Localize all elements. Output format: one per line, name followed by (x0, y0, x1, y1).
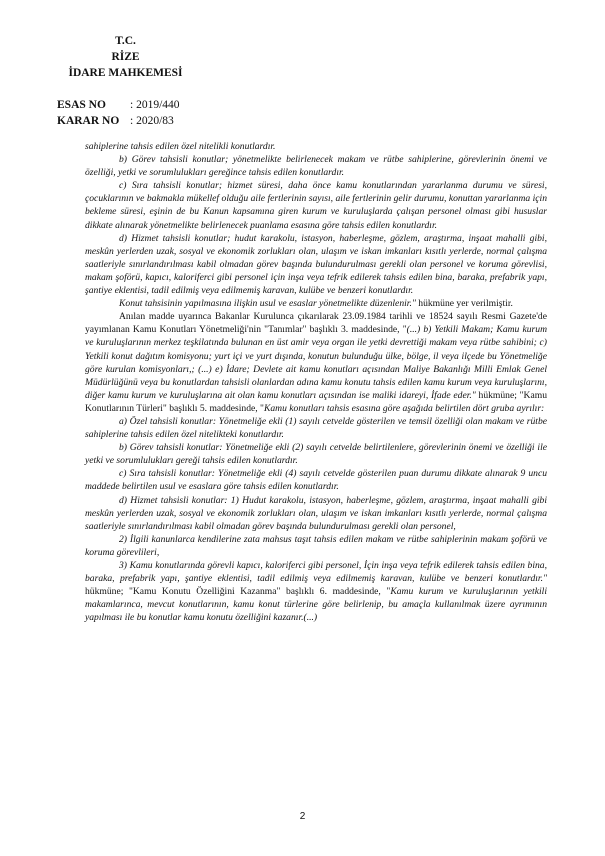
document-body (85, 140, 547, 624)
esas-row (57, 98, 180, 112)
paragraph-c: c) Sıra tahsisli konutlar; hizmet süresi, daha önce kamu konutlarından yararlanma durumu ve süresi, çocuklarının ve bakmakla mükellef olduğu aile fertlerinin sayısı, aile fertlerinin gelir durumu, konuttan yararlanma için bekleme süresi, eşinin de bu Kanun kapsamına giren kurum ve kuruluşlarda çalışan personel olması gibi hususlar dikkate alınarak yönetmelikte belirlenecek puanlama esasına göre tahsis edilen konutlardır. (85, 180, 547, 231)
header-tc: T.C. (115, 35, 136, 47)
karar-value: : 2020/83 (130, 115, 174, 127)
plain-text: Anılan madde uyarınca Bakanlar Kurulunca çıkarılarak 23.09.1984 tarihli ve 18524 sayılı Resmi Gazete'de yayımlanan Kamu Konutları Yönetmeliği'nin "Tanımlar" başlıklı 3. maddesinde, " (85, 311, 547, 336)
esas-value: : 2019/440 (130, 99, 180, 111)
paragraph-item-2: 2) İlgili kanunlarca kendilerine zata mahsus taşıt tahsis edilen makam ve rütbe sahiplerinin makam şoförü ve koruma görevlileri, (85, 533, 547, 558)
paragraph-sira: c) Sıra tahsisli konutlar: Yönetmeliğe ekli (4) sayılı cetvelde gösterilen puan durumu dikkate alınarak 9 uncu maddede belirtilen usul ve esaslara göre tahsis edilen konutlardır. (85, 468, 547, 493)
paragraph-usul (85, 297, 547, 310)
paragraph-b: b) Görev tahsisli konutlar; yönetmelikte belirlenecek makam ve rütbe sahiplerine, görevlerinin önemi ve özelliği, yetki ve sorumlulukları gereğince tahsis edilen konutlardır. (85, 154, 547, 179)
plain-text: hükmüne; "Kamu Konutlarının Türleri" başlıklı 5. maddesinde, " (85, 389, 547, 414)
plain-text: hükmüne; "Kamu Konutu Özelliğini Kazanma" başlıklı 6. maddesinde, " (85, 586, 391, 598)
paragraph-item-3 (85, 559, 547, 624)
quote-text: Kamu kurum ve kuruluşlarının yetkili makamlarınca, mevcut konutlarının, kamu konut türlerine göre belirlenip, bu amaçla kullanılmak üzere ayrımının yapılması ile bu konutlar kamu konutu özelliğini kazanır.(...) (85, 586, 547, 624)
quote-text: Konut tahsisinin yapılmasına ilişkin usul ve esaslar yönetmelikte düzenlenir." (119, 298, 416, 310)
karar-row (57, 114, 174, 128)
paragraph-d: d) Hizmet tahsisli konutlar; hudut karakolu, istasyon, haberleşme, gözlem, araştırma, inşaat mahalli gibi, meskûn yerlerden uzak, sosyal ve ekonomik zorlukları olan, ulaşım ve iskan imkanları kısıtlı yerlerde, normal çalışma saatleriyle sınırlandırılması kabil olmadan görev başında bulundurulması gerekli olan personel ve koruma görevlisi, makam şoförü, kapıcı, kaloriferci gibi personel için inşa veya tefrik edilerek tahsis edilen bina, baraka, prefabrik yapı, şantiye eklentisi, tadil edilmiş veya edilmemiş karavan, kulübe ve benzeri konutlardır. (85, 232, 547, 297)
paragraph-yonetmelik (85, 310, 547, 415)
quote-text: 3) Kamu konutlarında görevli kapıcı, kaloriferci gibi personel, İçin inşa veya tefrik edilerek tahsis edilen bina, baraka, prefabrik yapı, şantiye eklentisi, tadil edilmiş veya edilmemiş karavan, kulübe ve benzeri konutlardır." (85, 560, 547, 585)
esas-label: ESAS NO (57, 99, 106, 111)
paragraph-ozel: a) Özel tahsisli konutlar: Yönetmeliğe ekli (1) sayılı cetvelde gösterilen ve temsil özelliği olan makam ve rütbe sahiplerine tahsis edilen özel nitelikteki konutlardır. (85, 415, 547, 441)
plain-text: hükmüne yer verilmiştir. (415, 298, 513, 310)
header-court: İDARE MAHKEMESİ (68, 67, 183, 79)
paragraph-hizmet: d) Hizmet tahsisli konutlar: 1) Hudut karakolu, istasyon, haberleşme, gözlem, araştırma, inşaat mahalli gibi meskûn yerlerden uzak, sosyal ve ekonomik zorlukları olan, ulaşım ve iskan imkanları kısıtlı yerlerde, normal çalışma saatleriyle sınırlandırılması kabil olmadan görev başında bulundurulması gerekli olan personel, (85, 494, 547, 532)
quote-text: Kamu konutları tahsis esasına göre aşağıda belirtilen dört gruba ayrılır: (263, 402, 545, 414)
paragraph-gorev: b) Görev tahsisli konutlar: Yönetmeliğe ekli (2) sayılı cetvelde belirtilenlere, görevlerinin önemi ve özelliği ile yetki ve sorumlulukları gereği tahsis edilen konutlardır. (85, 442, 547, 467)
header-city: RİZE (111, 51, 140, 63)
page-number: 2 (299, 811, 306, 822)
paragraph-continued: sahiplerine tahsis edilen özel nitelikli konutlardır. (85, 141, 276, 152)
quote-text: (...) b) Yetkili Makam; Kamu kurum ve kuruluşlarının merkez teşkilatında bulunan en üst amir veya organ ile yetki devrettiği makam veya rütbe sahibini; c) Yetkili konut dağıtım komisyonu; yurt içi ve yurt dışında, konutun bulunduğu ülke, bölge, il veya ilçede bu Yönetmeliğe göre kurulan komisyonları,; (...) e) İdare; Devlete ait kamu konutları açısından Maliye Bakanlığı Milli Emlak Genel Müdürlüğünü veya bu konutlardan tahsisli olanlardan adına kamu konutu tahsis edilen kamu kurum veya kuruluşlarını, diğer kamu kurum ve kuruluşlarına ait olan kamu konutları açısından ise maliki idareyi, İfade eder." (85, 324, 548, 401)
karar-label: KARAR NO (57, 115, 120, 127)
